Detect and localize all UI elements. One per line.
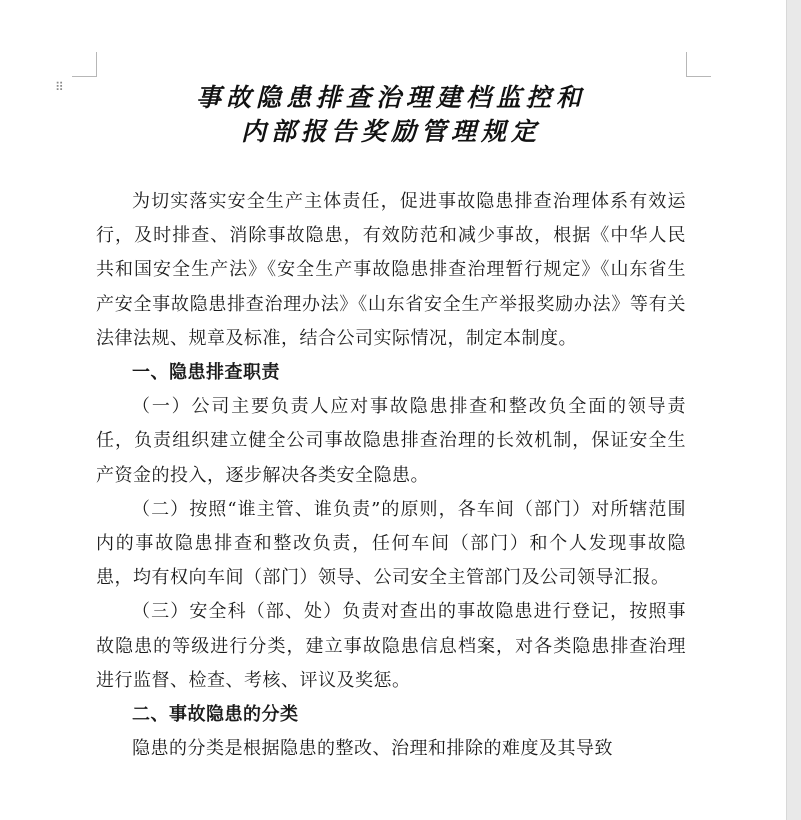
section1-paragraph-1: （一）公司主要负责人应对事故隐患排查和整改负全面的领导责任，负责组织建立健全公司事故隐患排查治理的长效机制，保证安全生产资金的投入，逐步解决各类安全隐患。 — [96, 396, 686, 486]
document-body — [96, 185, 686, 766]
drag-handle-icon[interactable]: ⠿ — [55, 80, 65, 94]
document-title-line2: 内部报告奖励管理规定 — [240, 117, 541, 146]
margin-corner-top-left — [72, 52, 97, 77]
section-heading-2: 二、事故隐患的分类 — [132, 704, 299, 726]
margin-corner-top-right — [686, 52, 711, 77]
section1-paragraph-2: （二）按照“谁主管、谁负责”的原则，各车间（部门）对所辖范围内的事故隐患排查和整改负责，任何车间（部门）和个人发现事故隐患，均有权向车间（部门）领导、公司安全主管部门及公司领导汇报。 — [96, 498, 686, 589]
section1-paragraph-3: （三）安全科（部、处）负责对查出的事故隐患进行登记，按照事故隐患的等级进行分类，建立事故隐患信息档案，对各类隐患排查治理进行监督、检查、考核、评议及奖惩。 — [96, 601, 686, 691]
section-heading-1: 一、隐患排查职责 — [132, 362, 280, 384]
document-title-line1: 事故隐患排查治理建档监控和 — [195, 83, 586, 112]
section2-paragraph-1: 隐患的分类是根据隐患的整改、治理和排除的难度及其导致 — [132, 738, 613, 760]
intro-paragraph: 为切实落实安全生产主体责任，促进事故隐患排查治理体系有效运行，及时排查、消除事故隐患，有效防范和减少事故，根据《中华人民共和国安全生产法》《安全生产事故隐患排查治理暂行规定》《山东省生产安全事故隐患排查治理办法》《山东省安全生产举报奖励办法》等有关法律法规、规章及标准，结合公司实际情况，制定本制度。 — [96, 191, 686, 349]
vertical-scrollbar[interactable] — [786, 0, 801, 820]
